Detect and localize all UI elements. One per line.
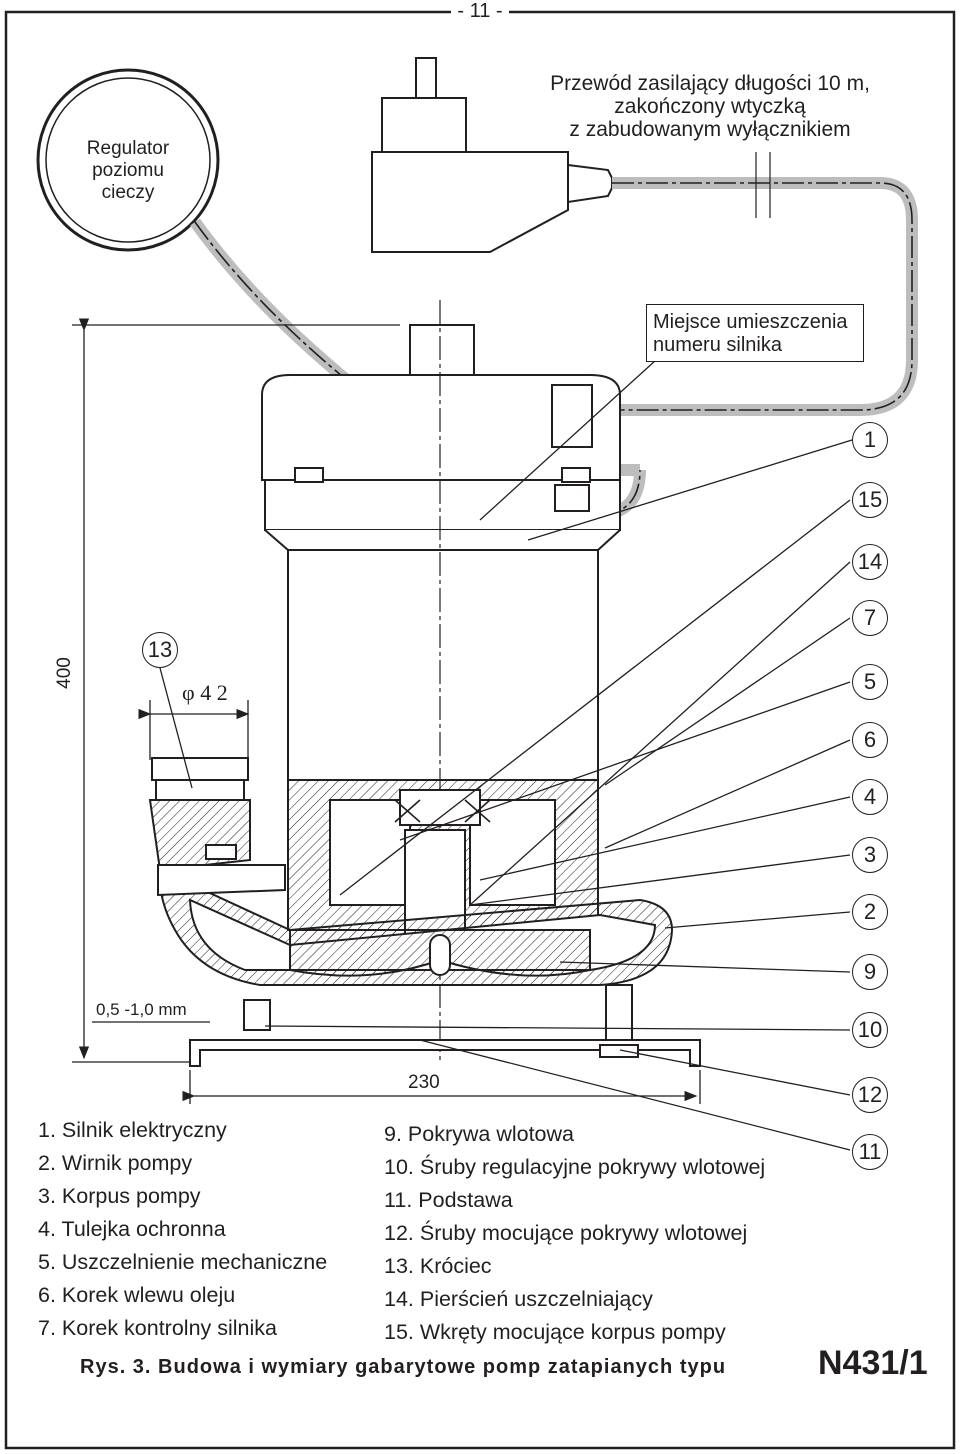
callout-13: 13 (142, 632, 178, 668)
legend-right (384, 1118, 765, 1349)
regulator-label: Regulator poziomu cieczy (86, 138, 170, 203)
model-name: N431/1 (818, 1344, 928, 1382)
legend-item: 4. Tulejka ochronna (38, 1217, 226, 1241)
cable-label: Przewód zasilający długości 10 m, zakończony wtyczką z zabudowanym wyłącznikiem (550, 72, 870, 141)
callout-10: 10 (852, 1012, 888, 1048)
callout-7: 7 (852, 600, 888, 636)
legend-item: 12. Śruby mocujące pokrywy wlotowej (384, 1221, 748, 1245)
callout-5: 5 (852, 664, 888, 700)
callout-1: 1 (852, 422, 888, 458)
callout-6: 6 (852, 722, 888, 758)
page-number: - 11 - (0, 0, 960, 22)
callout-2: 2 (852, 894, 888, 930)
base-width-dimension: 230 (408, 1072, 440, 1093)
figure-caption: Rys. 3. Budowa i wymiary gabarytowe pomp zatapianych typu (80, 1356, 727, 1378)
gap-dimension: 0,5 -1,0 mm (96, 1000, 187, 1019)
legend-item: 3. Korpus pompy (38, 1184, 201, 1208)
callout-4: 4 (852, 779, 888, 815)
legend-item: 10. Śruby regulacyjne pokrywy wlotowej (384, 1155, 766, 1179)
callout-14: 14 (852, 544, 888, 580)
legend-item: 11. Podstawa (384, 1188, 513, 1212)
legend-item: 14. Pierścień uszczelniający (384, 1287, 653, 1311)
legend-item: 1. Silnik elektryczny (38, 1118, 227, 1142)
discharge-elbow (150, 758, 285, 895)
callout-15: 15 (852, 482, 888, 518)
legend-item: 9. Pokrywa wlotowa (384, 1122, 574, 1146)
legend-left (38, 1114, 327, 1345)
motor-housing (262, 325, 620, 780)
legend-item: 7. Korek kontrolny silnika (38, 1316, 277, 1340)
callout-3: 3 (852, 837, 888, 873)
legend-item: 6. Korek wlewu oleju (38, 1283, 236, 1307)
motor-number-label: Miejsce umieszczenia numeru silnika (646, 304, 864, 362)
legend-item: 5. Uszczelnienie mechaniczne (38, 1250, 328, 1274)
callout-12: 12 (852, 1077, 888, 1113)
height-dimension: 400 (54, 657, 75, 689)
legend-item: 13. Króciec (384, 1254, 492, 1278)
legend-item: 15. Wkręty mocujące korpus pompy (384, 1320, 726, 1344)
callout-9: 9 (852, 954, 888, 990)
legend-item: 2. Wirnik pompy (38, 1151, 193, 1175)
callout-11: 11 (852, 1134, 888, 1170)
diameter-dimension: φ 4 2 (182, 680, 228, 705)
